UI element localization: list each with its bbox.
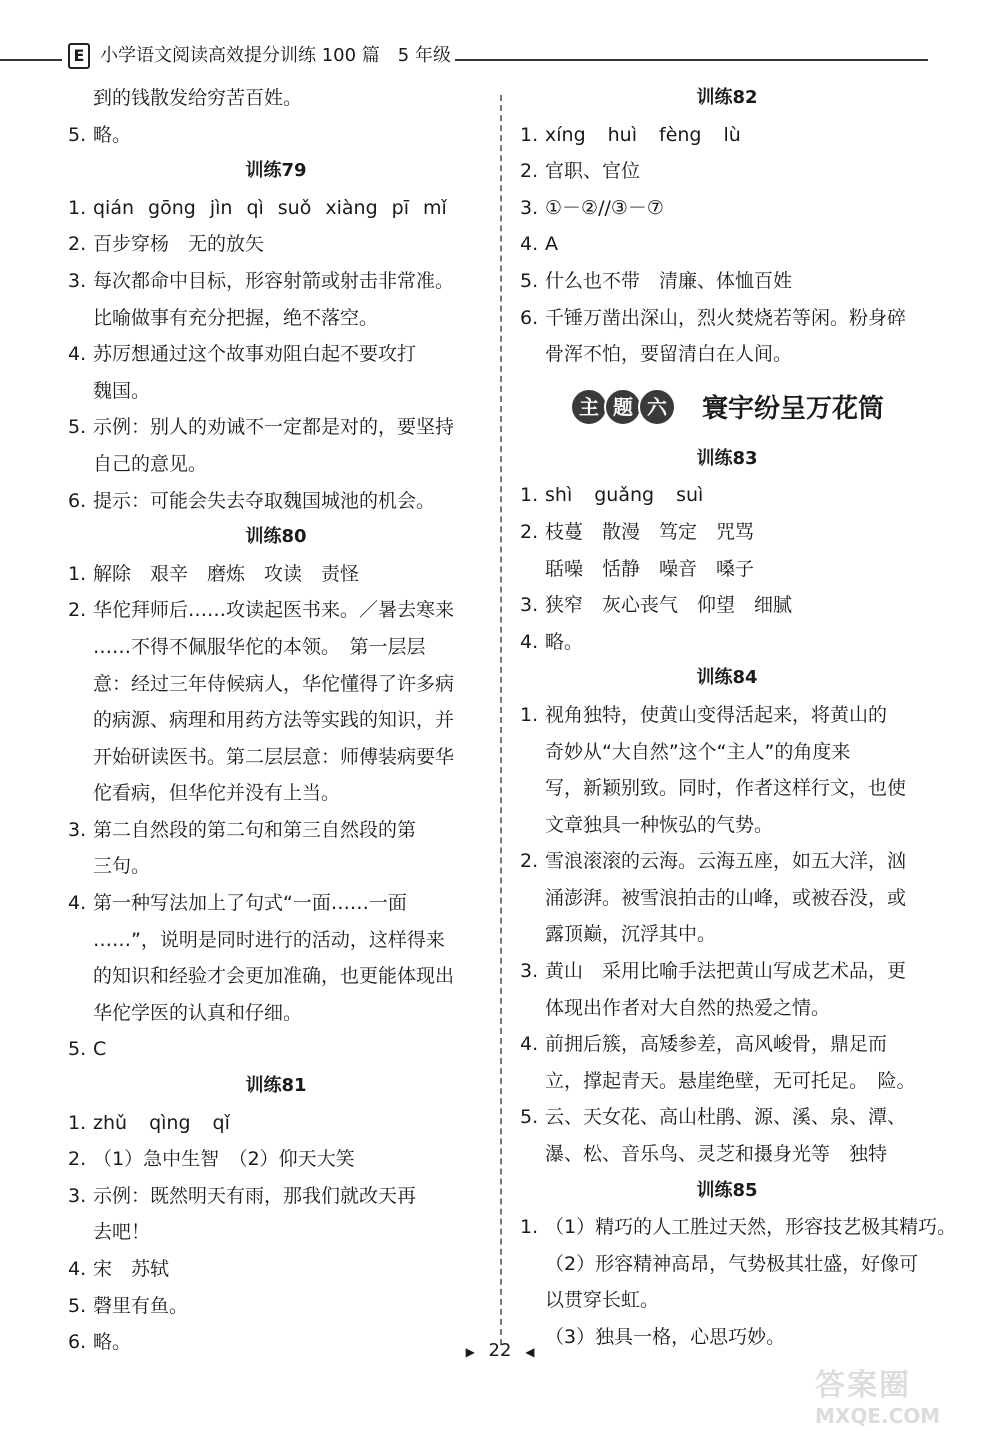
section-heading: 训练83: [696, 447, 758, 469]
item-text: 略。: [93, 123, 132, 146]
item-number: 5.: [68, 416, 87, 439]
answer-item: [68, 336, 484, 373]
answer-item: [68, 812, 484, 849]
answer-item: [68, 409, 484, 446]
watermark-line2: MXQE.COM: [815, 1404, 941, 1428]
item-text: A: [545, 233, 558, 256]
theme-title: 寰宇纷呈万花筒: [701, 394, 884, 425]
item-text: 示例：别人的劝诫不一定都是对的，要坚持: [93, 416, 455, 439]
item-number: 1.: [68, 1111, 87, 1134]
answer-item: [520, 477, 934, 514]
answer-continuation: 文章独具一种恢弘的气势。: [545, 813, 774, 836]
pinyin-syllable: fèng: [659, 123, 702, 146]
item-number: 5.: [520, 1106, 539, 1129]
answer-item: [520, 624, 934, 661]
answer-continuation: 奇妙从“大自然”这个“主人”的角度来: [545, 740, 851, 763]
theme-banner: [520, 373, 934, 441]
answer-continuation: 华佗学医的认真和仔细。: [93, 1001, 303, 1024]
item-text: 黄山 采用比喻手法把黄山写成艺术品，更: [545, 960, 907, 983]
pinyin-syllable: suì: [676, 484, 704, 507]
item-number: 4.: [520, 630, 539, 653]
answer-continuation: （2）形容精神高昂，气势极其壮盛，好像可: [545, 1252, 919, 1275]
left-column: [68, 80, 484, 1361]
item-number: 2.: [520, 850, 539, 873]
answer-item: [520, 953, 934, 990]
answer-continuation: ……”，说明是同时进行的活动，这样得来: [93, 928, 445, 951]
answer-continuation: 立，撑起青天。悬崖绝壁，无可托足。 险。: [545, 1069, 916, 1092]
item-number: 6.: [68, 489, 87, 512]
answer-continuation: 三句。: [93, 855, 151, 878]
answer-continuation: 瀑、松、音乐鸟、灵芝和摄身光等 独特: [545, 1143, 888, 1166]
item-number: 1.: [520, 1216, 539, 1239]
answer-continuation: 的知识和经验才会更加准确，也更能体现出: [93, 965, 455, 988]
section-heading: 训练85: [696, 1179, 758, 1201]
item-number: 5.: [68, 123, 87, 146]
item-text: 解除 艰辛 磨炼 攻读 责怪: [93, 562, 360, 585]
item-text: 略。: [545, 630, 584, 653]
header-rule-right: [455, 59, 928, 61]
answer-item: [68, 592, 484, 629]
item-number: 4.: [520, 1033, 539, 1056]
answer-continuation: 比喻做事有充分把握，绝不落空。: [93, 306, 379, 329]
answer-item: [520, 117, 934, 154]
theme-badge-char: 题: [604, 388, 642, 426]
answer-item: [68, 1288, 484, 1325]
item-number: 4.: [68, 343, 87, 366]
answer-item: [68, 190, 484, 227]
item-text: 第二自然段的第二句和第三自然段的第: [93, 818, 417, 841]
answer-continuation: 佗看病，但华佗并没有上当。: [93, 782, 341, 805]
answer-continuation: 意：经过三年侍候病人，华佗懂得了许多病: [93, 672, 455, 695]
answer-item: [68, 1031, 484, 1068]
item-number: 1.: [520, 123, 539, 146]
pinyin-syllable: zhǔ: [93, 1111, 128, 1134]
answer-item: [68, 1105, 484, 1142]
item-text: 宋 苏轼: [93, 1258, 170, 1280]
theme-badge-char: 主: [570, 388, 608, 426]
item-number: 4.: [520, 233, 539, 256]
item-number: 5.: [68, 1038, 87, 1061]
item-number: 1.: [520, 484, 539, 507]
item-number: 1.: [520, 703, 539, 726]
item-text: C: [93, 1038, 107, 1061]
answer-continuation: 去吧！: [93, 1221, 151, 1244]
answer-continuation: 露顶巅，沉浮其中。: [545, 923, 717, 946]
page-arrow-right-icon: ◀: [525, 1345, 535, 1359]
pinyin-syllable: lù: [723, 123, 741, 146]
answer-item: [520, 587, 934, 624]
item-text: 视角独特，使黄山变得活起来，将黄山的: [545, 703, 888, 726]
answer-continuation: 的病源、病理和用药方法等实践的知识，并: [93, 709, 455, 732]
item-text: 苏厉想通过这个故事劝阻白起不要攻打: [93, 343, 417, 366]
answer-continuation: 聒噪 恬静 噪音 嗓子: [545, 557, 755, 580]
pinyin-syllable: mǐ: [422, 196, 447, 219]
book-logo: E: [68, 43, 90, 69]
answer-item: [68, 556, 484, 593]
theme-badge: [570, 388, 672, 426]
pinyin-syllable: qián: [93, 196, 135, 219]
answer-item: [68, 226, 484, 263]
item-text: 百步穿杨 无的放矢: [93, 233, 265, 256]
page-arrow-left-icon: ▶: [465, 1345, 475, 1359]
item-number: 4.: [68, 1258, 87, 1280]
item-text: 每次都命中目标，形容射箭或射击非常准。: [93, 269, 455, 292]
answer-continuation: 开始研读医书。第二层层意：师傅装病要华: [93, 745, 455, 768]
item-text: 磬里有鱼。: [93, 1294, 189, 1317]
answer-continuation: ……不得不佩服华佗的本领。 第一层层: [93, 635, 426, 658]
section-heading: 训练79: [245, 160, 307, 182]
header-rule-left: [0, 59, 62, 61]
pinyin-syllable: guǎng: [594, 484, 655, 507]
answer-continuation: 以贯穿长虹。: [545, 1289, 660, 1312]
answer-continuation: （3）独具一格，心思巧妙。: [545, 1326, 786, 1348]
item-text: 什么也不带 清廉、体恤百姓: [545, 269, 793, 292]
item-text: 云、天女花、高山杜鹃、源、溪、泉、潭、: [545, 1106, 907, 1129]
item-number: 2.: [68, 1148, 87, 1171]
answer-item: [520, 226, 934, 263]
pinyin-syllable: jìn: [209, 196, 233, 219]
item-number: 3.: [520, 196, 539, 219]
item-number: 6.: [520, 306, 539, 329]
pinyin-syllable: huì: [607, 123, 638, 146]
section-heading: 训练84: [696, 667, 758, 689]
item-text: 官职、官位: [545, 160, 641, 183]
item-number: 2.: [68, 599, 87, 622]
item-text: 华佗拜师后……攻读起医书来。／暑去寒来: [93, 599, 455, 622]
answer-item: [520, 1209, 957, 1246]
item-text: ①－②//③－⑦: [545, 196, 664, 219]
item-text: （1）精巧的人工胜过天然，形容技艺极其精巧。: [545, 1216, 957, 1239]
answer-continuation: 骨浑不怕，要留清白在人间。: [545, 343, 793, 366]
section-heading: 训练80: [245, 526, 307, 548]
answer-item: [520, 300, 934, 337]
answer-item: [68, 885, 484, 922]
item-text: 千锤万凿出深山，烈火焚烧若等闲。粉身碎: [545, 306, 907, 329]
pinyin-syllable: qìng: [149, 1111, 191, 1134]
pinyin-syllable: xiàng: [325, 196, 378, 219]
pinyin-syllable: qì: [246, 196, 264, 219]
answer-continuation: 写，新颖别致。同时，作者这样行文，也使: [545, 777, 907, 800]
answer-item: [520, 263, 934, 300]
item-text: 雪浪滚滚的云海。云海五座，如五大洋，汹: [545, 850, 907, 873]
answer-item: [68, 263, 484, 300]
item-number: 2.: [520, 520, 539, 543]
item-number: 5.: [68, 1294, 87, 1317]
item-number: 1.: [68, 562, 87, 585]
answer-continuation: 自己的意见。: [93, 452, 208, 475]
item-number: 3.: [68, 818, 87, 841]
item-number: 3.: [520, 594, 539, 617]
pinyin-syllable: gōng: [148, 196, 196, 219]
page-header: [0, 38, 1000, 78]
pinyin-syllable: qǐ: [212, 1111, 230, 1134]
item-text: 示例：既然明天有雨，那我们就改天再: [93, 1184, 417, 1207]
item-text: 第一种写法加上了句式“一面……一面: [93, 892, 407, 915]
answer-item: [520, 1026, 934, 1063]
answer-continuation: 体现出作者对大自然的热爱之情。: [545, 996, 831, 1019]
item-number: 1.: [68, 196, 87, 219]
item-text: 略。: [93, 1331, 132, 1354]
pinyin-syllable: suǒ: [277, 196, 312, 219]
column-divider: [500, 95, 502, 1345]
item-number: 5.: [520, 269, 539, 292]
item-text: 提示：可能会失去夺取魏国城池的机会。: [93, 489, 436, 512]
item-number: 2.: [68, 233, 87, 256]
pinyin-syllable: xíng: [545, 123, 586, 146]
theme-badge-char: 六: [638, 388, 676, 426]
answer-item: [520, 843, 934, 880]
item-number: 4.: [68, 892, 87, 915]
item-number: 3.: [520, 960, 539, 983]
item-number: 2.: [520, 160, 539, 183]
page-footer: [0, 1340, 1000, 1361]
item-text: 枝蔓 散漫 笃定 咒骂: [545, 520, 755, 543]
item-number: 3.: [68, 1184, 87, 1207]
section-heading: 训练82: [696, 87, 758, 108]
answer-item: [68, 1178, 484, 1215]
answer-item: [68, 483, 484, 520]
item-text: （1）急中生智 （2）仰天大笑: [93, 1148, 355, 1171]
answer-item: [520, 514, 934, 551]
watermark: [815, 1360, 985, 1428]
answer-item: [520, 1099, 934, 1136]
book-title: 小学语文阅读高效提分训练 100 篇 5 年级: [100, 45, 451, 66]
item-number: 6.: [68, 1331, 87, 1354]
answer-continuation: 涌澎湃。被雪浪拍击的山峰，或被吞没，或: [545, 886, 907, 909]
item-text: 前拥后簇，高矮参差，高风峻骨，鼎足而: [545, 1033, 888, 1056]
answer-item: [68, 1251, 484, 1288]
answer-continuation: 到的钱散发给穷苦百姓。: [93, 87, 303, 109]
answer-item: [520, 697, 934, 734]
answer-continuation: 魏国。: [93, 379, 151, 402]
section-heading: 训练81: [245, 1075, 307, 1097]
page-number: 22: [488, 1340, 512, 1361]
answer-item: [68, 1141, 484, 1178]
item-number: 3.: [68, 269, 87, 292]
answer-item: [520, 190, 934, 227]
watermark-line1: 答案圈: [815, 1368, 911, 1403]
item-text: 狭窄 灰心丧气 仰望 细腻: [545, 594, 793, 617]
right-column: [520, 80, 957, 1356]
answer-item: [68, 117, 484, 154]
pinyin-syllable: pī: [391, 196, 409, 219]
answer-item: [520, 153, 934, 190]
pinyin-syllable: shì: [545, 484, 573, 507]
